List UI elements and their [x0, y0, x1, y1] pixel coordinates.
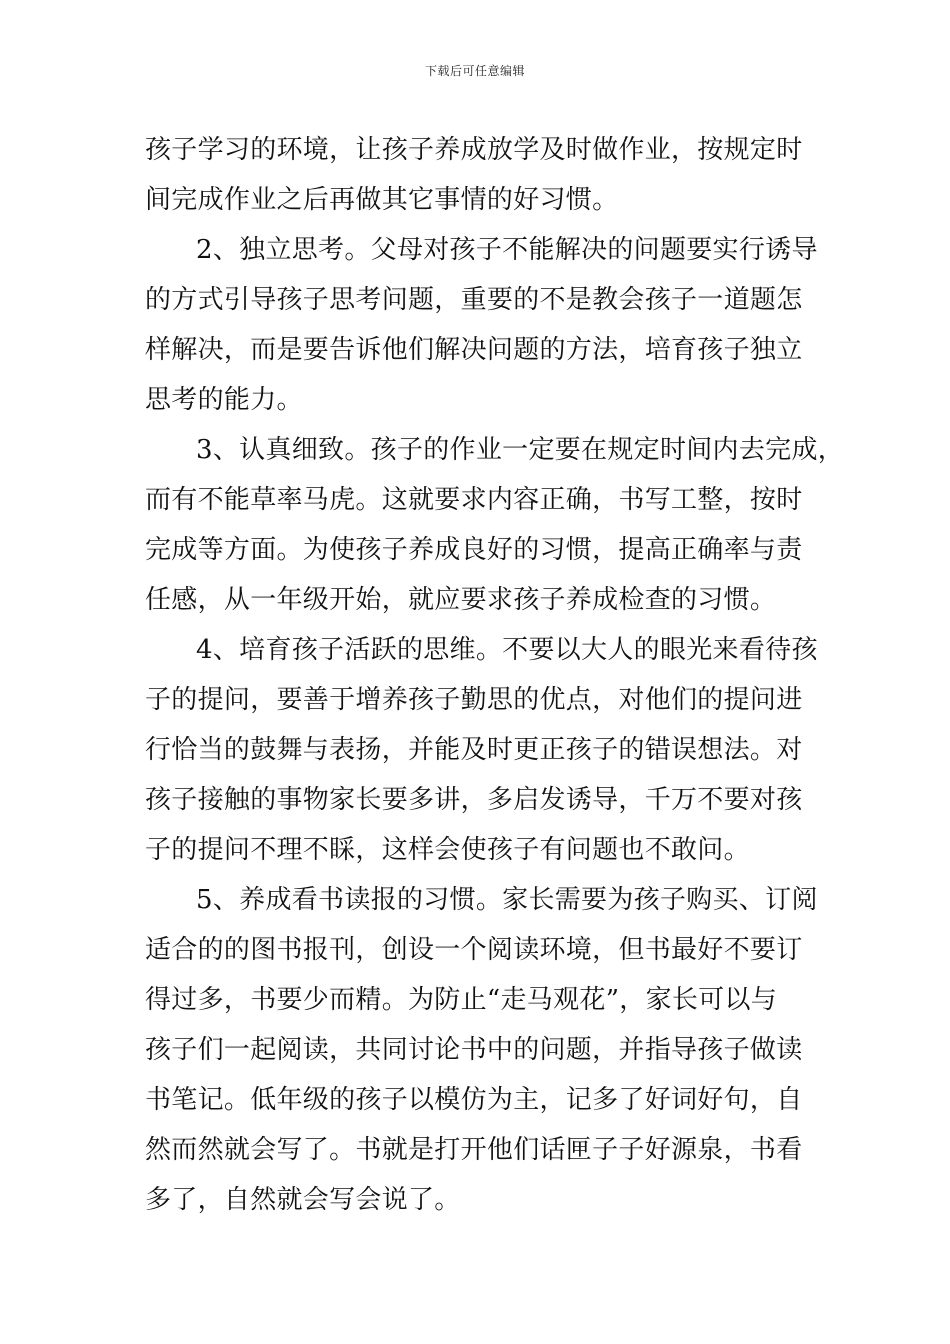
body-line-indent: 2、独立思考。父母对孩子不能解决的问题要实行诱导 [196, 235, 818, 265]
body-line: 任感，从一年级开始，就应要求孩子养成检查的习惯。 [145, 585, 777, 615]
body-line: 孩子们一起阅读，共同讨论书中的问题，并指导孩子做读 [145, 1035, 803, 1065]
body-line: 样解决，而是要告诉他们解决问题的方法，培育孩子独立 [145, 335, 803, 365]
body-line: 行恰当的鼓舞与表扬，并能及时更正孩子的错误想法。对 [145, 735, 803, 765]
body-line-indent: 4、培育孩子活跃的思维。不要以大人的眼光来看待孩 [196, 635, 818, 665]
body-line-indent: 3、认真细致。孩子的作业一定要在规定时间内去完成， [196, 435, 845, 465]
body-line: 得过多，书要少而精。为防止“走马观花”，家长可以与 [145, 985, 778, 1015]
body-line: 子的提问不理不睬，这样会使孩子有问题也不敢问。 [145, 835, 750, 865]
body-line: 子的提问，要善于增养孩子勤思的优点，对他们的提问进 [145, 685, 803, 715]
body-line: 思考的能力。 [145, 385, 303, 415]
body-line: 间完成作业之后再做其它事情的好习惯。 [145, 185, 619, 215]
body-line-indent: 5、养成看书读报的习惯。家长需要为孩子购买、订阅 [196, 885, 818, 915]
body-line: 的方式引导孩子思考问题，重要的不是教会孩子一道题怎 [145, 285, 803, 315]
body-line: 孩子学习的环境，让孩子养成放学及时做作业，按规定时 [145, 135, 803, 165]
body-line: 书笔记。低年级的孩子以模仿为主，记多了好词好句，自 [145, 1085, 803, 1115]
body-line: 孩子接触的事物家长要多讲，多启发诱导，千万不要对孩 [145, 785, 803, 815]
body-line: 多了，自然就会写会说了。 [145, 1185, 461, 1215]
body-line: 完成等方面。为使孩子养成良好的习惯，提高正确率与责 [145, 535, 803, 565]
body-line: 而有不能草率马虎。这就要求内容正确，书写工整，按时 [145, 485, 803, 515]
body-line: 然而然就会写了。书就是打开他们话匣子子好源泉，书看 [145, 1135, 803, 1165]
body-line: 适合的的图书报刊，创设一个阅读环境，但书最好不要订 [145, 935, 803, 965]
page-header: 下载后可任意编辑 [424, 64, 525, 78]
